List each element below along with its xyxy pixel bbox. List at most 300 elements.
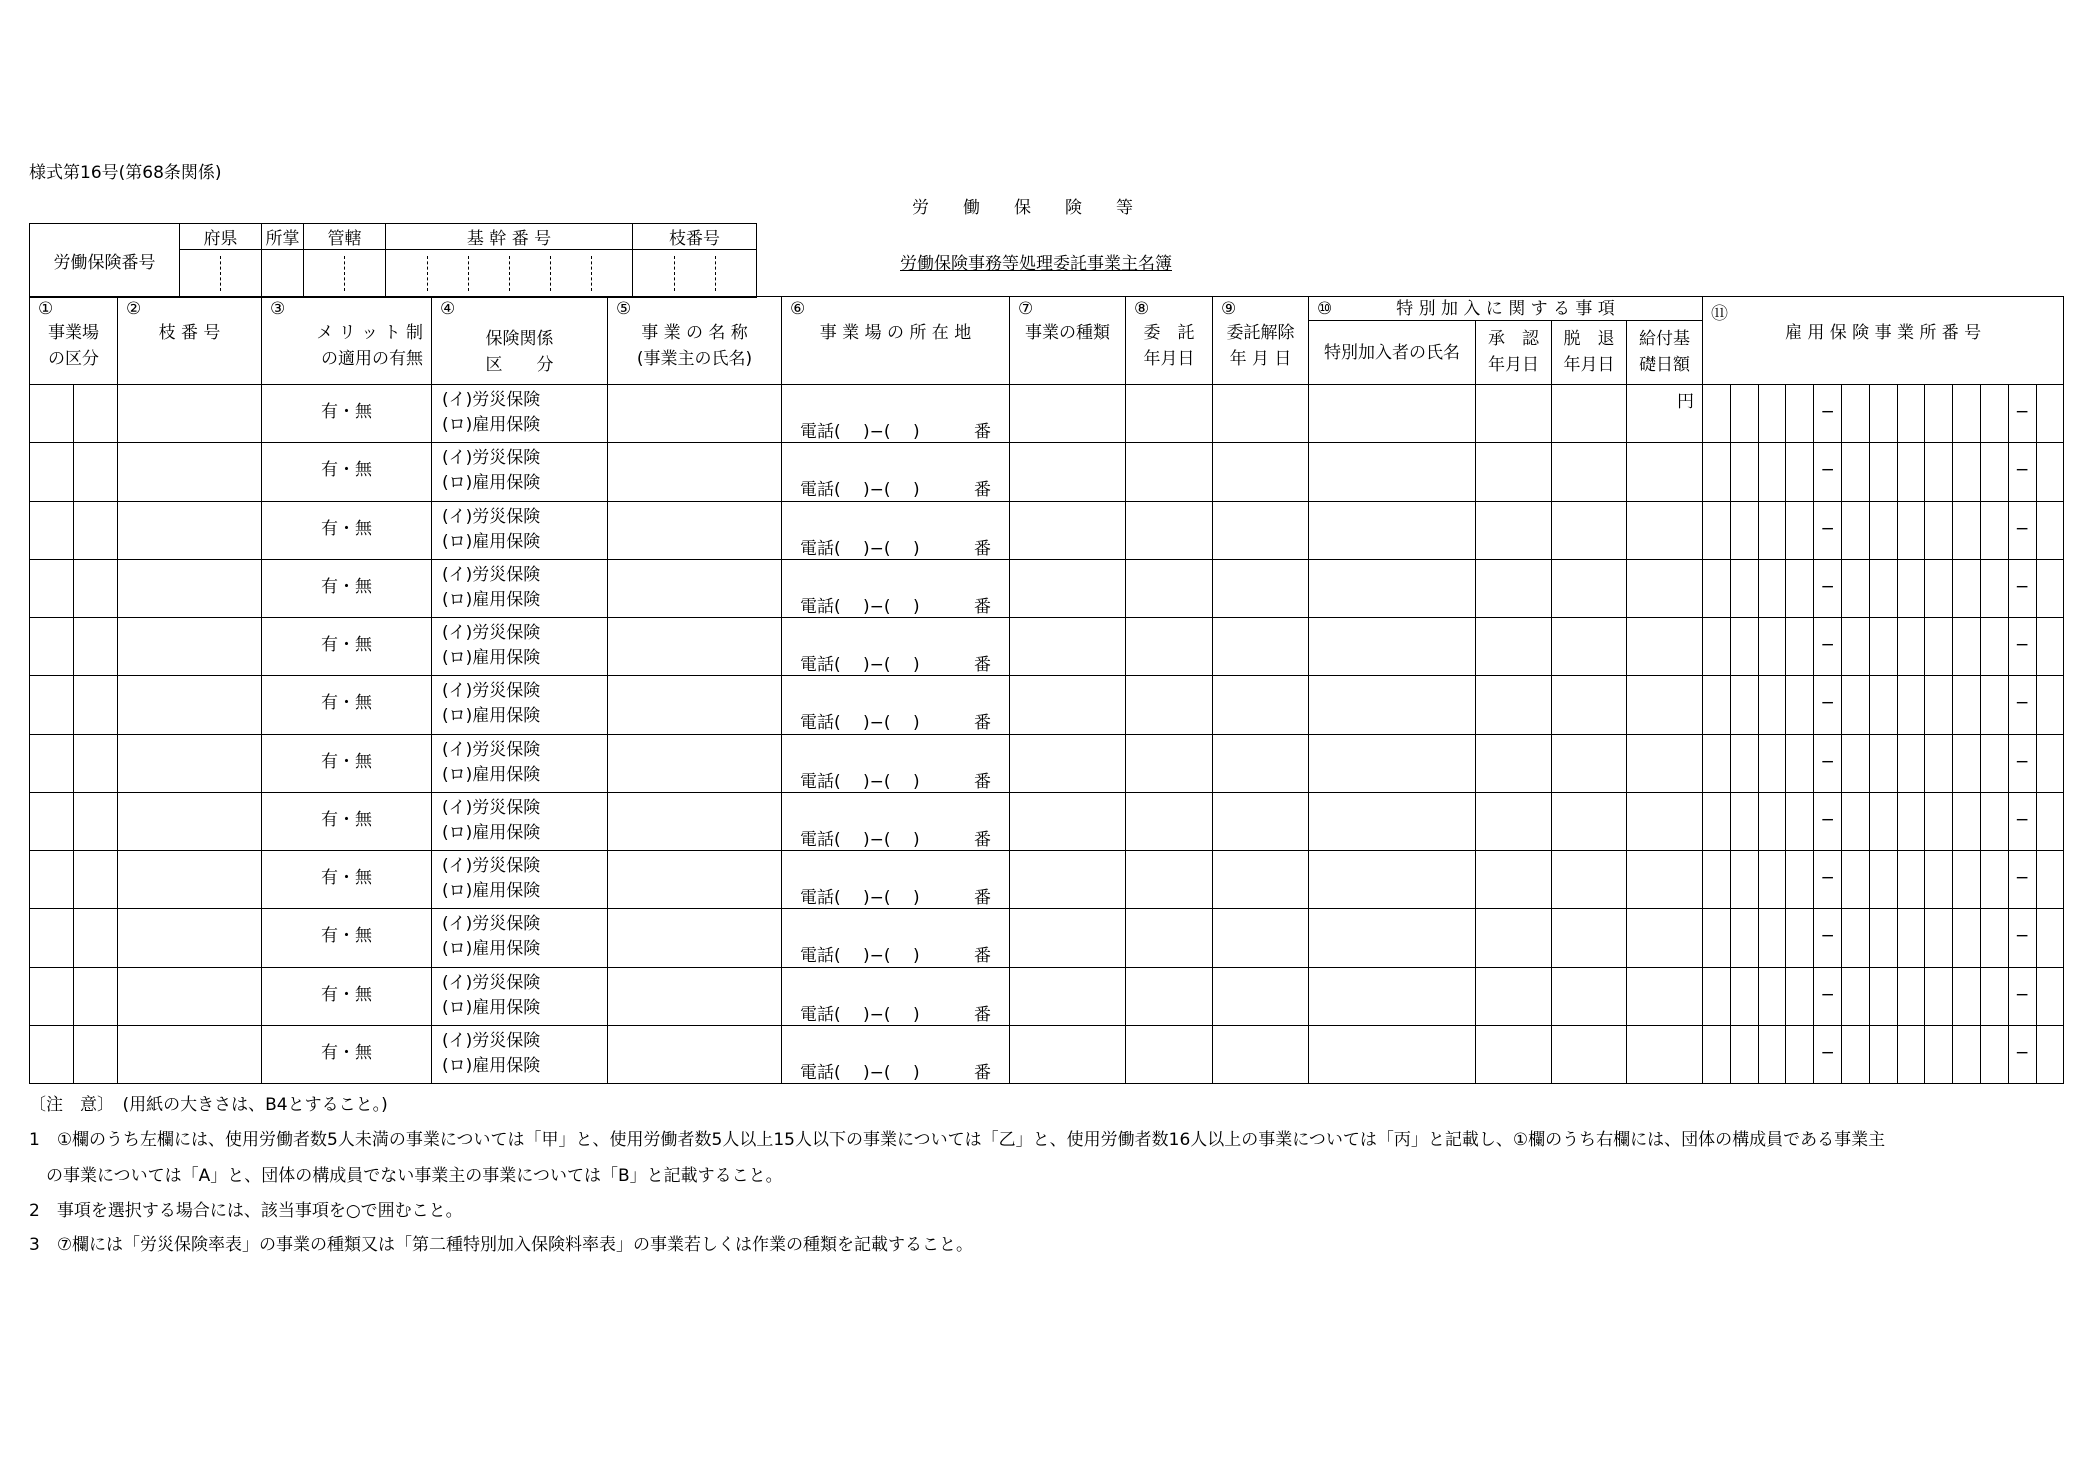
merit-options[interactable]: 有・無 [321, 518, 372, 539]
office-number-digit-cell[interactable] [1786, 792, 1814, 850]
business-type-cell[interactable] [1010, 559, 1126, 617]
office-number-digit-cell[interactable] [2036, 792, 2064, 850]
office-number-digit-cell[interactable] [2008, 676, 2036, 734]
consign-date-cell[interactable] [1126, 443, 1213, 501]
consign-end-date-cell[interactable] [1213, 909, 1309, 967]
merit-cell[interactable] [262, 792, 432, 850]
merit-options[interactable]: 有・無 [321, 809, 372, 830]
office-number-digit-cell[interactable] [1897, 385, 1925, 443]
special-member-name-cell[interactable] [1309, 676, 1476, 734]
office-number-digit-cell[interactable] [1703, 967, 1731, 1025]
merit-options[interactable]: 有・無 [321, 751, 372, 772]
office-number-digit-cell[interactable] [1897, 851, 1925, 909]
office-number-digit-cell[interactable] [1869, 967, 1897, 1025]
office-number-digit-cell[interactable] [1869, 501, 1897, 559]
office-number-digit-cell[interactable] [1897, 792, 1925, 850]
main-number-input[interactable] [386, 250, 633, 298]
branch-number-cell[interactable] [118, 443, 262, 501]
office-number-digit-cell[interactable] [1730, 676, 1758, 734]
daily-benefit-cell[interactable] [1627, 559, 1703, 617]
insurance-class-cell[interactable] [432, 909, 608, 967]
merit-options[interactable]: 有・無 [321, 926, 372, 947]
withdrawal-date-cell[interactable] [1552, 501, 1627, 559]
insurance-option-b[interactable]: (ロ)雇用保険 [442, 648, 541, 668]
branch-number-cell[interactable] [118, 559, 262, 617]
office-number-digit-cell[interactable] [1841, 618, 1869, 676]
merit-cell[interactable] [262, 385, 432, 443]
insurance-option-a[interactable]: (イ)労災保険 [442, 1030, 541, 1051]
office-number-digit-cell[interactable] [1703, 676, 1731, 734]
site-class-left-cell[interactable] [30, 501, 74, 559]
office-number-digit-cell[interactable] [1758, 676, 1786, 734]
insurance-class-cell[interactable] [432, 618, 608, 676]
withdrawal-date-cell[interactable] [1552, 559, 1627, 617]
site-class-left-cell[interactable] [30, 851, 74, 909]
special-member-name-cell[interactable] [1309, 559, 1476, 617]
insurance-option-b[interactable]: (ロ)雇用保険 [442, 706, 541, 727]
office-number-digit-cell[interactable] [1758, 385, 1786, 443]
consign-end-date-cell[interactable] [1213, 443, 1309, 501]
business-type-cell[interactable] [1010, 385, 1126, 443]
office-number-digit-cell[interactable] [1703, 1025, 1731, 1083]
withdrawal-date-cell[interactable] [1552, 734, 1627, 792]
business-type-cell[interactable] [1010, 618, 1126, 676]
office-number-digit-cell[interactable] [1841, 909, 1869, 967]
insurance-option-a[interactable]: (イ)労災保険 [442, 856, 541, 876]
office-number-digit-cell[interactable] [1925, 559, 1953, 617]
office-number-digit-cell[interactable] [1953, 501, 1981, 559]
office-number-digit-cell[interactable] [1953, 967, 1981, 1025]
approval-date-cell[interactable] [1476, 501, 1552, 559]
insurance-class-cell[interactable] [432, 443, 608, 501]
consign-date-cell[interactable] [1126, 676, 1213, 734]
office-number-digit-cell[interactable] [1758, 734, 1786, 792]
site-class-right-cell[interactable] [74, 734, 118, 792]
approval-date-cell[interactable] [1476, 734, 1552, 792]
business-type-cell[interactable] [1010, 734, 1126, 792]
site-class-right-cell[interactable] [74, 792, 118, 850]
branch-number-input[interactable] [633, 250, 757, 298]
withdrawal-date-cell[interactable] [1552, 385, 1627, 443]
business-name-cell[interactable] [608, 792, 782, 850]
site-class-left-cell[interactable] [30, 618, 74, 676]
office-number-digit-cell[interactable] [1980, 559, 2008, 617]
site-class-left-cell[interactable] [30, 385, 74, 443]
office-number-digit-cell[interactable] [1703, 792, 1731, 850]
daily-benefit-cell[interactable] [1627, 851, 1703, 909]
office-number-digit-cell[interactable] [2036, 1025, 2064, 1083]
office-number-digit-cell[interactable] [1703, 734, 1731, 792]
special-member-name-cell[interactable] [1309, 734, 1476, 792]
office-number-digit-cell[interactable] [1703, 851, 1731, 909]
office-number-digit-cell[interactable] [2036, 909, 2064, 967]
site-class-right-cell[interactable] [74, 618, 118, 676]
business-name-cell[interactable] [608, 734, 782, 792]
site-class-right-cell[interactable] [74, 501, 118, 559]
office-number-digit-cell[interactable] [1925, 967, 1953, 1025]
approval-date-cell[interactable] [1476, 967, 1552, 1025]
office-input[interactable] [304, 250, 386, 298]
insurance-option-b[interactable]: (ロ)雇用保険 [442, 415, 541, 435]
approval-date-cell[interactable] [1476, 676, 1552, 734]
office-number-digit-cell[interactable] [2036, 734, 2064, 792]
office-number-digit-cell[interactable] [1703, 559, 1731, 617]
consign-date-cell[interactable] [1126, 559, 1213, 617]
office-number-digit-cell[interactable] [1730, 734, 1758, 792]
insurance-option-a[interactable]: (イ)労災保険 [442, 448, 541, 469]
merit-options[interactable]: 有・無 [321, 460, 372, 481]
office-number-digit-cell[interactable] [1703, 909, 1731, 967]
branch-number-cell[interactable] [118, 385, 262, 443]
site-class-right-cell[interactable] [74, 851, 118, 909]
approval-date-cell[interactable] [1476, 385, 1552, 443]
office-number-digit-cell[interactable] [1841, 676, 1869, 734]
insurance-option-a[interactable]: (イ)労災保険 [442, 739, 541, 760]
office-number-digit-cell[interactable] [1758, 618, 1786, 676]
location-cell[interactable] [782, 443, 1010, 501]
insurance-option-a[interactable]: (イ)労災保険 [442, 681, 541, 702]
business-name-cell[interactable] [608, 851, 782, 909]
merit-cell[interactable] [262, 1025, 432, 1083]
consign-end-date-cell[interactable] [1213, 385, 1309, 443]
location-cell[interactable] [782, 734, 1010, 792]
jurisdiction-input[interactable] [262, 250, 304, 298]
office-number-digit-cell[interactable] [2008, 443, 2036, 501]
office-number-digit-cell[interactable] [1869, 385, 1897, 443]
office-number-digit-cell[interactable] [1925, 851, 1953, 909]
business-type-cell[interactable] [1010, 909, 1126, 967]
office-number-digit-cell[interactable] [1869, 734, 1897, 792]
consign-date-cell[interactable] [1126, 734, 1213, 792]
branch-number-cell[interactable] [118, 792, 262, 850]
office-number-digit-cell[interactable] [1953, 385, 1981, 443]
daily-benefit-cell[interactable] [1627, 676, 1703, 734]
insurance-option-b[interactable]: (ロ)雇用保険 [442, 473, 541, 494]
office-number-digit-cell[interactable] [2008, 501, 2036, 559]
merit-options[interactable]: 有・無 [321, 868, 372, 888]
business-name-cell[interactable] [608, 559, 782, 617]
office-number-digit-cell[interactable] [2036, 618, 2064, 676]
insurance-option-a[interactable]: (イ)労災保険 [442, 506, 541, 527]
office-number-digit-cell[interactable] [1869, 676, 1897, 734]
office-number-digit-cell[interactable] [1841, 792, 1869, 850]
special-member-name-cell[interactable] [1309, 909, 1476, 967]
consign-date-cell[interactable] [1126, 385, 1213, 443]
location-cell[interactable] [782, 385, 1010, 443]
office-number-digit-cell[interactable] [1897, 443, 1925, 501]
business-name-cell[interactable] [608, 967, 782, 1025]
insurance-option-a[interactable]: (イ)労災保険 [442, 390, 541, 410]
site-class-left-cell[interactable] [30, 792, 74, 850]
office-number-digit-cell[interactable] [1980, 792, 2008, 850]
location-cell[interactable] [782, 909, 1010, 967]
business-type-cell[interactable] [1010, 443, 1126, 501]
office-number-digit-cell[interactable] [1786, 501, 1814, 559]
consign-end-date-cell[interactable] [1213, 851, 1309, 909]
office-number-digit-cell[interactable] [1814, 909, 1842, 967]
office-number-digit-cell[interactable] [1814, 676, 1842, 734]
insurance-option-a[interactable]: (イ)労災保険 [442, 797, 541, 818]
business-type-cell[interactable] [1010, 851, 1126, 909]
office-number-digit-cell[interactable] [1786, 618, 1814, 676]
office-number-digit-cell[interactable] [1841, 443, 1869, 501]
consign-end-date-cell[interactable] [1213, 967, 1309, 1025]
insurance-class-cell[interactable] [432, 1025, 608, 1083]
approval-date-cell[interactable] [1476, 618, 1552, 676]
branch-number-cell[interactable] [118, 851, 262, 909]
branch-number-cell[interactable] [118, 1025, 262, 1083]
business-type-cell[interactable] [1010, 676, 1126, 734]
office-number-digit-cell[interactable] [1925, 909, 1953, 967]
office-number-digit-cell[interactable] [1953, 734, 1981, 792]
office-number-digit-cell[interactable] [2008, 385, 2036, 443]
insurance-option-a[interactable]: (イ)労災保険 [442, 914, 541, 935]
office-number-digit-cell[interactable] [2036, 385, 2064, 443]
office-number-digit-cell[interactable] [1980, 618, 2008, 676]
office-number-digit-cell[interactable] [1925, 792, 1953, 850]
insurance-class-cell[interactable] [432, 967, 608, 1025]
office-number-digit-cell[interactable] [1758, 443, 1786, 501]
site-class-right-cell[interactable] [74, 967, 118, 1025]
merit-options[interactable]: 有・無 [321, 1042, 372, 1063]
business-name-cell[interactable] [608, 676, 782, 734]
office-number-digit-cell[interactable] [1897, 909, 1925, 967]
prefecture-input[interactable] [180, 250, 262, 298]
office-number-digit-cell[interactable] [2036, 443, 2064, 501]
office-number-digit-cell[interactable] [1869, 792, 1897, 850]
office-number-digit-cell[interactable] [1980, 1025, 2008, 1083]
business-name-cell[interactable] [608, 909, 782, 967]
office-number-digit-cell[interactable] [1814, 501, 1842, 559]
office-number-digit-cell[interactable] [1897, 1025, 1925, 1083]
office-number-digit-cell[interactable] [1925, 734, 1953, 792]
merit-cell[interactable] [262, 501, 432, 559]
merit-options[interactable]: 有・無 [321, 635, 372, 655]
office-number-digit-cell[interactable] [1925, 1025, 1953, 1083]
special-member-name-cell[interactable] [1309, 385, 1476, 443]
location-cell[interactable] [782, 792, 1010, 850]
office-number-digit-cell[interactable] [1869, 851, 1897, 909]
branch-number-cell[interactable] [118, 618, 262, 676]
business-type-cell[interactable] [1010, 792, 1126, 850]
office-number-digit-cell[interactable] [1953, 851, 1981, 909]
office-number-digit-cell[interactable] [2008, 618, 2036, 676]
withdrawal-date-cell[interactable] [1552, 676, 1627, 734]
office-number-digit-cell[interactable] [1953, 443, 1981, 501]
special-member-name-cell[interactable] [1309, 618, 1476, 676]
office-number-digit-cell[interactable] [1730, 909, 1758, 967]
office-number-digit-cell[interactable] [2036, 676, 2064, 734]
office-number-digit-cell[interactable] [1814, 385, 1842, 443]
office-number-digit-cell[interactable] [1897, 618, 1925, 676]
office-number-digit-cell[interactable] [1758, 967, 1786, 1025]
insurance-option-b[interactable]: (ロ)雇用保険 [442, 881, 541, 901]
consign-date-cell[interactable] [1126, 851, 1213, 909]
office-number-digit-cell[interactable] [1814, 734, 1842, 792]
office-number-digit-cell[interactable] [1703, 443, 1731, 501]
business-type-cell[interactable] [1010, 501, 1126, 559]
site-class-right-cell[interactable] [74, 909, 118, 967]
office-number-digit-cell[interactable] [1841, 851, 1869, 909]
special-member-name-cell[interactable] [1309, 501, 1476, 559]
insurance-class-cell[interactable] [432, 851, 608, 909]
site-class-left-cell[interactable] [30, 1025, 74, 1083]
business-name-cell[interactable] [608, 385, 782, 443]
withdrawal-date-cell[interactable] [1552, 618, 1627, 676]
office-number-digit-cell[interactable] [1730, 443, 1758, 501]
office-number-digit-cell[interactable] [1980, 385, 2008, 443]
withdrawal-date-cell[interactable] [1552, 443, 1627, 501]
office-number-digit-cell[interactable] [1730, 1025, 1758, 1083]
office-number-digit-cell[interactable] [2008, 851, 2036, 909]
office-number-digit-cell[interactable] [1925, 676, 1953, 734]
office-number-digit-cell[interactable] [1841, 967, 1869, 1025]
consign-date-cell[interactable] [1126, 967, 1213, 1025]
consign-end-date-cell[interactable] [1213, 501, 1309, 559]
branch-number-cell[interactable] [118, 967, 262, 1025]
site-class-left-cell[interactable] [30, 559, 74, 617]
insurance-class-cell[interactable] [432, 676, 608, 734]
merit-options[interactable]: 有・無 [321, 576, 372, 597]
merit-cell[interactable] [262, 734, 432, 792]
branch-number-cell[interactable] [118, 501, 262, 559]
withdrawal-date-cell[interactable] [1552, 851, 1627, 909]
daily-benefit-cell[interactable] [1627, 385, 1703, 443]
approval-date-cell[interactable] [1476, 559, 1552, 617]
office-number-digit-cell[interactable] [2008, 792, 2036, 850]
daily-benefit-cell[interactable] [1627, 734, 1703, 792]
office-number-digit-cell[interactable] [1730, 851, 1758, 909]
insurance-option-a[interactable]: (イ)労災保険 [442, 564, 541, 585]
office-number-digit-cell[interactable] [1786, 909, 1814, 967]
office-number-digit-cell[interactable] [1758, 1025, 1786, 1083]
consign-date-cell[interactable] [1126, 792, 1213, 850]
site-class-right-cell[interactable] [74, 443, 118, 501]
office-number-digit-cell[interactable] [1730, 559, 1758, 617]
office-number-digit-cell[interactable] [1703, 618, 1731, 676]
merit-cell[interactable] [262, 443, 432, 501]
approval-date-cell[interactable] [1476, 909, 1552, 967]
office-number-digit-cell[interactable] [1814, 443, 1842, 501]
special-member-name-cell[interactable] [1309, 443, 1476, 501]
location-cell[interactable] [782, 559, 1010, 617]
office-number-digit-cell[interactable] [1814, 967, 1842, 1025]
daily-benefit-cell[interactable] [1627, 792, 1703, 850]
consign-end-date-cell[interactable] [1213, 1025, 1309, 1083]
office-number-digit-cell[interactable] [1786, 559, 1814, 617]
office-number-digit-cell[interactable] [2036, 559, 2064, 617]
office-number-digit-cell[interactable] [1730, 792, 1758, 850]
special-member-name-cell[interactable] [1309, 1025, 1476, 1083]
office-number-digit-cell[interactable] [2008, 909, 2036, 967]
office-number-digit-cell[interactable] [1897, 967, 1925, 1025]
office-number-digit-cell[interactable] [1814, 851, 1842, 909]
office-number-digit-cell[interactable] [1980, 909, 2008, 967]
office-number-digit-cell[interactable] [2008, 1025, 2036, 1083]
office-number-digit-cell[interactable] [1758, 909, 1786, 967]
office-number-digit-cell[interactable] [1869, 559, 1897, 617]
consign-date-cell[interactable] [1126, 909, 1213, 967]
business-type-cell[interactable] [1010, 1025, 1126, 1083]
office-number-digit-cell[interactable] [1814, 1025, 1842, 1083]
insurance-option-a[interactable]: (イ)労災保険 [442, 623, 541, 643]
business-type-cell[interactable] [1010, 967, 1126, 1025]
consign-end-date-cell[interactable] [1213, 618, 1309, 676]
business-name-cell[interactable] [608, 1025, 782, 1083]
office-number-digit-cell[interactable] [1980, 851, 2008, 909]
consign-end-date-cell[interactable] [1213, 676, 1309, 734]
insurance-option-b[interactable]: (ロ)雇用保険 [442, 531, 541, 552]
office-number-digit-cell[interactable] [1980, 967, 2008, 1025]
insurance-option-a[interactable]: (イ)労災保険 [442, 972, 541, 993]
office-number-digit-cell[interactable] [1980, 443, 2008, 501]
location-cell[interactable] [782, 1025, 1010, 1083]
merit-cell[interactable] [262, 967, 432, 1025]
office-number-digit-cell[interactable] [2036, 501, 2064, 559]
office-number-digit-cell[interactable] [1758, 851, 1786, 909]
office-number-digit-cell[interactable] [1841, 385, 1869, 443]
office-number-digit-cell[interactable] [1953, 676, 1981, 734]
office-number-digit-cell[interactable] [1980, 734, 2008, 792]
insurance-option-b[interactable]: (ロ)雇用保険 [442, 822, 541, 843]
office-number-digit-cell[interactable] [1925, 501, 1953, 559]
daily-benefit-cell[interactable] [1627, 618, 1703, 676]
office-number-digit-cell[interactable] [1869, 1025, 1897, 1083]
business-name-cell[interactable] [608, 443, 782, 501]
site-class-right-cell[interactable] [74, 385, 118, 443]
insurance-class-cell[interactable] [432, 792, 608, 850]
site-class-left-cell[interactable] [30, 676, 74, 734]
office-number-digit-cell[interactable] [1814, 618, 1842, 676]
merit-cell[interactable] [262, 559, 432, 617]
daily-benefit-cell[interactable] [1627, 443, 1703, 501]
insurance-option-b[interactable]: (ロ)雇用保険 [442, 997, 541, 1018]
office-number-digit-cell[interactable] [1953, 792, 1981, 850]
office-number-digit-cell[interactable] [1953, 618, 1981, 676]
consign-date-cell[interactable] [1126, 618, 1213, 676]
merit-options[interactable]: 有・無 [321, 693, 372, 714]
merit-options[interactable]: 有・無 [321, 984, 372, 1005]
office-number-digit-cell[interactable] [1814, 792, 1842, 850]
office-number-digit-cell[interactable] [1786, 385, 1814, 443]
daily-benefit-cell[interactable] [1627, 967, 1703, 1025]
daily-benefit-cell[interactable] [1627, 1025, 1703, 1083]
office-number-digit-cell[interactable] [2008, 967, 2036, 1025]
insurance-option-b[interactable]: (ロ)雇用保険 [442, 1055, 541, 1076]
office-number-digit-cell[interactable] [2008, 559, 2036, 617]
withdrawal-date-cell[interactable] [1552, 909, 1627, 967]
office-number-digit-cell[interactable] [1925, 385, 1953, 443]
consign-end-date-cell[interactable] [1213, 734, 1309, 792]
location-cell[interactable] [782, 676, 1010, 734]
office-number-digit-cell[interactable] [1925, 618, 1953, 676]
office-number-digit-cell[interactable] [1703, 385, 1731, 443]
office-number-digit-cell[interactable] [1730, 501, 1758, 559]
business-name-cell[interactable] [608, 501, 782, 559]
merit-cell[interactable] [262, 618, 432, 676]
office-number-digit-cell[interactable] [1814, 559, 1842, 617]
branch-number-cell[interactable] [118, 909, 262, 967]
location-cell[interactable] [782, 618, 1010, 676]
office-number-digit-cell[interactable] [1758, 559, 1786, 617]
office-number-digit-cell[interactable] [1869, 443, 1897, 501]
site-class-left-cell[interactable] [30, 734, 74, 792]
approval-date-cell[interactable] [1476, 851, 1552, 909]
office-number-digit-cell[interactable] [1953, 909, 1981, 967]
office-number-digit-cell[interactable] [1897, 734, 1925, 792]
merit-options[interactable]: 有・無 [321, 402, 372, 422]
office-number-digit-cell[interactable] [1953, 1025, 1981, 1083]
